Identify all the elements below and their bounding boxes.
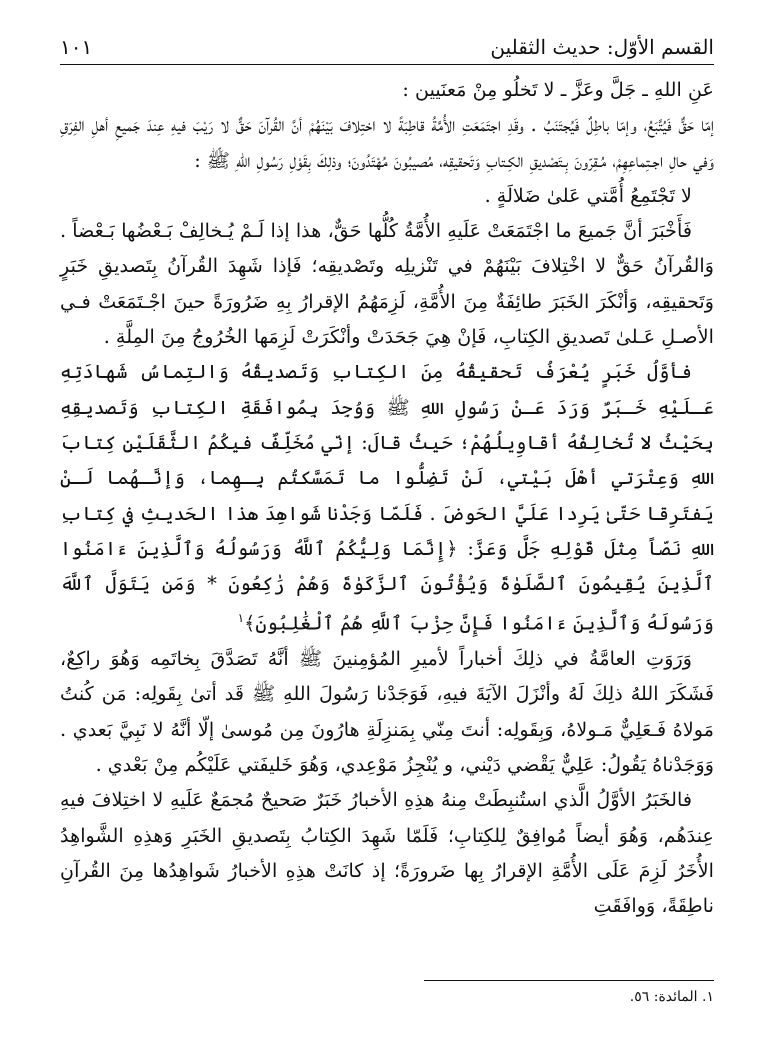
- hadith-quote: لا تَجْتَمِعُ أُمَّتي عَلىٰ ضَلالَةٍ .: [484, 183, 692, 207]
- footnote-rule: [424, 980, 714, 981]
- paragraph-4: [60, 354, 714, 641]
- running-title: القسم الأوّل: حديث الثقلين: [490, 35, 714, 59]
- paragraph-4-text: فأوَّلُ خَبَرٍ يُعْرَفُ تَحقيقُهُ مِنَ الكِتابِ وَتَصديقُهُ وَالتِماسُ شَهادَتِهِ عَـلَيْهِ خَـبَرٌ وَرَدَ عَـنْ رَسُولِ اللهِ ﷺ وَوُجِدَ بِمُوافَقَةِ الكِتابِ وَتَصديقِهِ بِحَيْثُ لا تُخالِفُهُ أقاوِيلُهُمْ؛ حَيثُ قالَ: إنّي مُخَلِّفٌ فيكُمُ الثَّقَلَيْنِ كِتابَ اللهِ وَعِتْرَتي أهْلَ بَيْتي، لَنْ تَضِلُّوا ما تَمَسَّكتُم بِـهِما، وَإنَّـهُما لَـنْ يَفتَرِقا حَتّىٰ يَرِدا عَلَيَّ الحَوضَ . فَلَمّا وَجَدْنا شَواهِدَ هذا الحَديثِ في كِتابِ اللهِ نَصّاً مِثلَ قَوْلِهِ جَلَّ وَعَزَّ: ﴿إِنَّمَا وَلِيُّكُمُ ٱللَّهُ وَرَسُولُهُ وَٱلَّذِينَ ءَامَنُوا ٱلَّذِينَ يُقِيمُونَ ٱلصَّلَوٰةَ وَيُؤْتُونَ ٱلزَّكَوٰةَ وَهُمْ رَٰكِعُونَ * وَمَن يَتَوَلَّ ٱللَّهَ وَرَسُولَهُ وَٱلَّذِينَ ءَامَنُوا فَإِنَّ حِزْبَ ٱللَّهِ هُمُ ٱلْغَٰلِبُونَ﴾: [60, 360, 714, 635]
- header-rule: [60, 64, 714, 65]
- footnote: ١. المائدة: ٥٦.: [629, 989, 714, 1005]
- main-text: [60, 72, 714, 924]
- paragraph-3: فَأَخْبَرَ أنَّ جَميعَ ما اجْتَمَعَتْ عَلَيهِ الأُمَّةُ كُلُّها حَقٌّ، هذا إذا لَـمْ يُـخالِفْ بَـعْضُها بَـعْضاً . وَالقُرآنُ حَقٌّ لا اخْتِلافَ بَيْنَهُمْ في تَنْزيلِه وتَصْديقِه؛ فَإذا شَهِدَ القُرآنُ بِتَصديقِ خَبَرٍ وَتَحقيقِه، وَأنْكَرَ الخَبَرَ طائِفَةٌ مِنَ الأُمَّةِ، لَزِمَهُمُ الإقرارُ بِهِ ضَرُورَةً حينَ اجْـتَمَعَتْ فـي الأصـلِ عَـلىٰ تَصديقِ الكِتابِ، فَإنْ هِيَ جَحَدَتْ وأنْكَرَتْ لَزِمَها الخُرُوجُ مِنَ المِلَّةِ .: [60, 219, 714, 349]
- paragraph-6: فالخَبَرُ الأوَّلُ الَّذي استُنبِطَتْ مِنهُ هذِهِ الأخبارُ خَبَرٌ صَحيحٌ مُجمَعٌ عَلَيهِ لا اختِلافَ فيهِ عِندَهُم، وَهُوَ أيضاً مُوافِقٌ لِلكِتابِ؛ فَلَمّا شَهِدَ الكِتابُ بِتَصديقِ الخَبَرِ وَهذِهِ الشَّواهِدُ الأُخَرُ لَزِمَ عَلَى الأُمَّةِ الإقرارُ بِها ضَرورَةً؛ إذ كانَتْ هذِهِ الأخبارُ شَواهِدُها مِنَ القُرآنِ ناطِقَةً، وَوافَقَتِ: [60, 788, 714, 918]
- page-header: [60, 30, 714, 64]
- paragraph-2: إمّا حَقٌّ فَيُتَّبَعُ، وإمّا باطِلٌ فَيُجتَنَبُ . وقَدِ اجتَمَعَتِ الأُمَّةُ قاطِبَةً لا اختِلافَ بَيْنَهُمْ أنَّ القُرآنَ حَقٌّ لا رَيْبَ فيهِ عِندَ جَميعِ أهلِ الفِرَقِ وَفي حالِ اجـتِماعِهِمْ، مُـقِرّونَ بِـتَصْديقِ الكِـتابِ وَتَحقيقِه، مُصيبُونَ مُهْتَدُونَ؛ وذلِكَ بِقَوْلِ رَسُولِ اللهِ ﷺ :: [60, 113, 714, 172]
- paragraph-5: وَرَوَتِ العامَّةُ في ذلِكَ أخباراً لأميرِ المُؤمِنينَ ﷺ أنَّهُ تَصَدَّقَ بِخاتَمِه وَهُوَ راكِعٌ، فَشَكَرَ اللهُ ذلِكَ لَهُ وأنْزَلَ الآيَةَ فيهِ، فَوَجَدْنا رَسُولَ اللهِ ﷺ قَد أتىٰ بِقَولِه: مَن كُنتُ مَولاهُ فَـعَلِيٌّ مَـولاهُ، وَبِقَولِه: أنتَ مِنّي بِمَنزِلَةِ هارُونَ مِن مُوسىٰ إلّا أنَّهُ لا نَبِيَّ بَعدي . وَوَجَدْناهُ يَقُولُ: عَلِيٌّ يَقْضي دَيْني، و يُنْجِزُ مَوْعِدي، وَهُوَ خَليفَتي عَلَيْكُم مِنْ بَعْدي .: [60, 647, 714, 777]
- footnote-marker[interactable]: ١: [237, 611, 245, 626]
- paragraph-1: عَنِ اللهِ ـ جَلَّ وعَزَّ ـ لا تَخلُو مِنْ مَعنَيين :: [402, 78, 714, 101]
- page-number: ١٠١: [60, 35, 93, 59]
